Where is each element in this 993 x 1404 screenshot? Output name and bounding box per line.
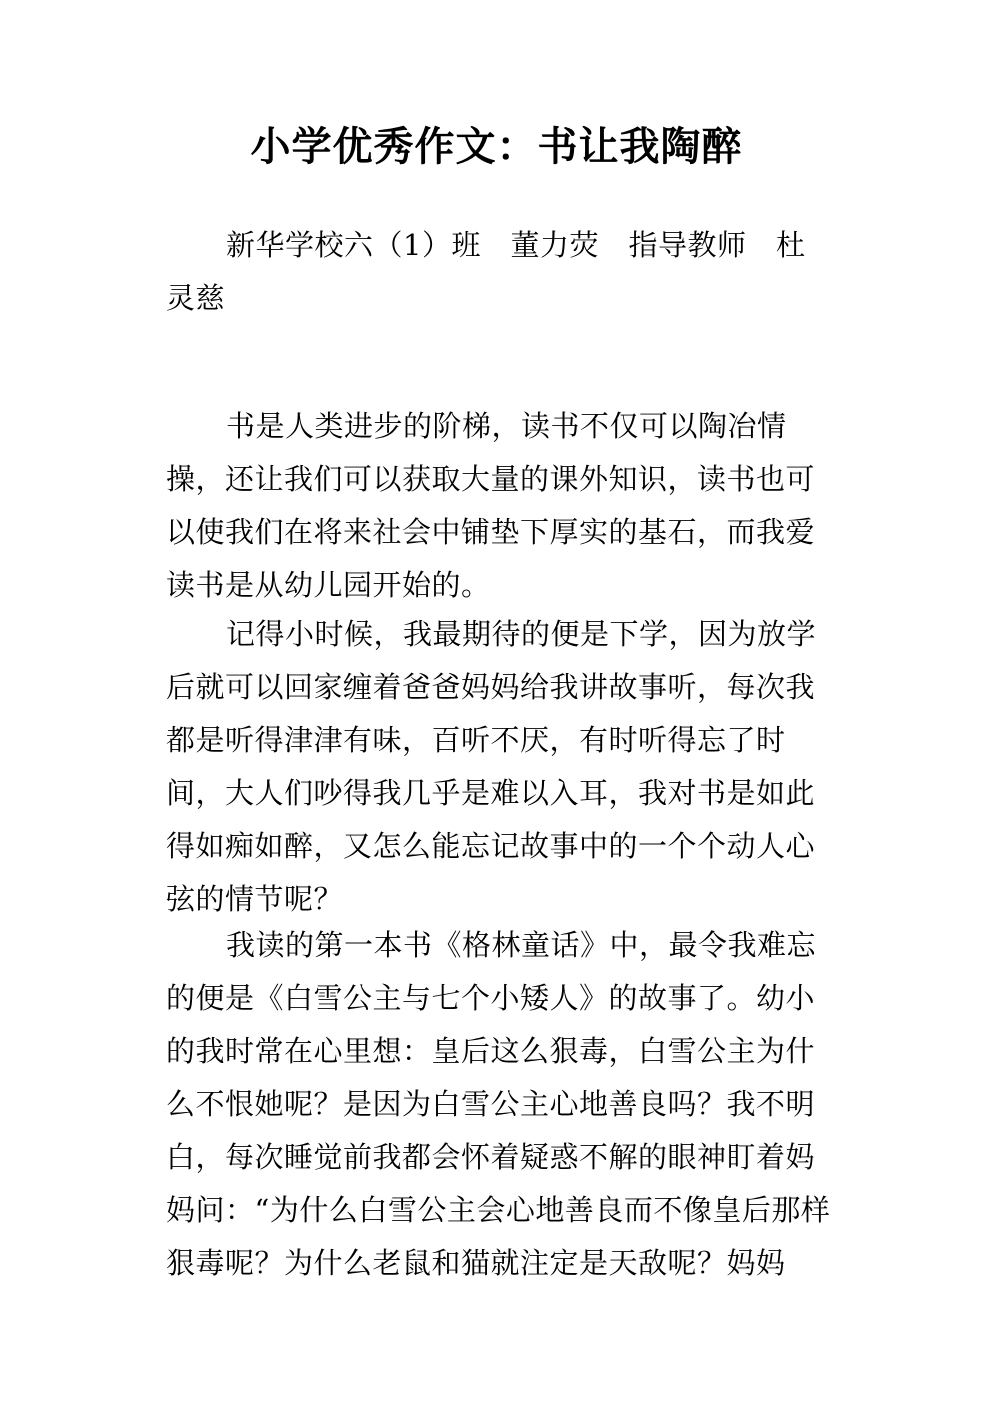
author-byline: 新华学校六（1）班 董力荧 指导教师 杜灵慈 [166, 228, 806, 315]
paragraph: 我读的第一本书《格林童话》中，最令我难忘的便是《白雪公主与七个小矮人》的故事了。幼小的我时常在心里想：皇后这么狠毒，白雪公主为什么不恨她呢？是因为白雪公主心地善良吗？我不明白，每次睡觉前我都会怀着疑惑不解的眼神盯着妈妈问：“为什么白雪公主会心地善良而不像皇后那样狠毒呢？为什么老鼠和猫就注定是天敌呢？妈妈 [166, 928, 831, 1280]
document-title: 小学优秀作文：书让我陶醉 [250, 124, 743, 170]
paragraph: 书是人类进步的阶梯，读书不仅可以陶冶情操，还让我们可以获取大量的课外知识，读书也可以使我们在将来社会中铺垫下厚实的基石，而我爱读书是从幼儿园开始的。 [166, 409, 816, 602]
paragraph: 记得小时候，我最期待的便是下学，因为放学后就可以回家缠着爸爸妈妈给我讲故事听，每次我都是听得津津有味，百听不厌，有时听得忘了时间，大人们吵得我几乎是难以入耳，我对书是如此得如痴如醉，又怎么能忘记故事中的一个个动人心弦的情节呢？ [166, 617, 817, 916]
